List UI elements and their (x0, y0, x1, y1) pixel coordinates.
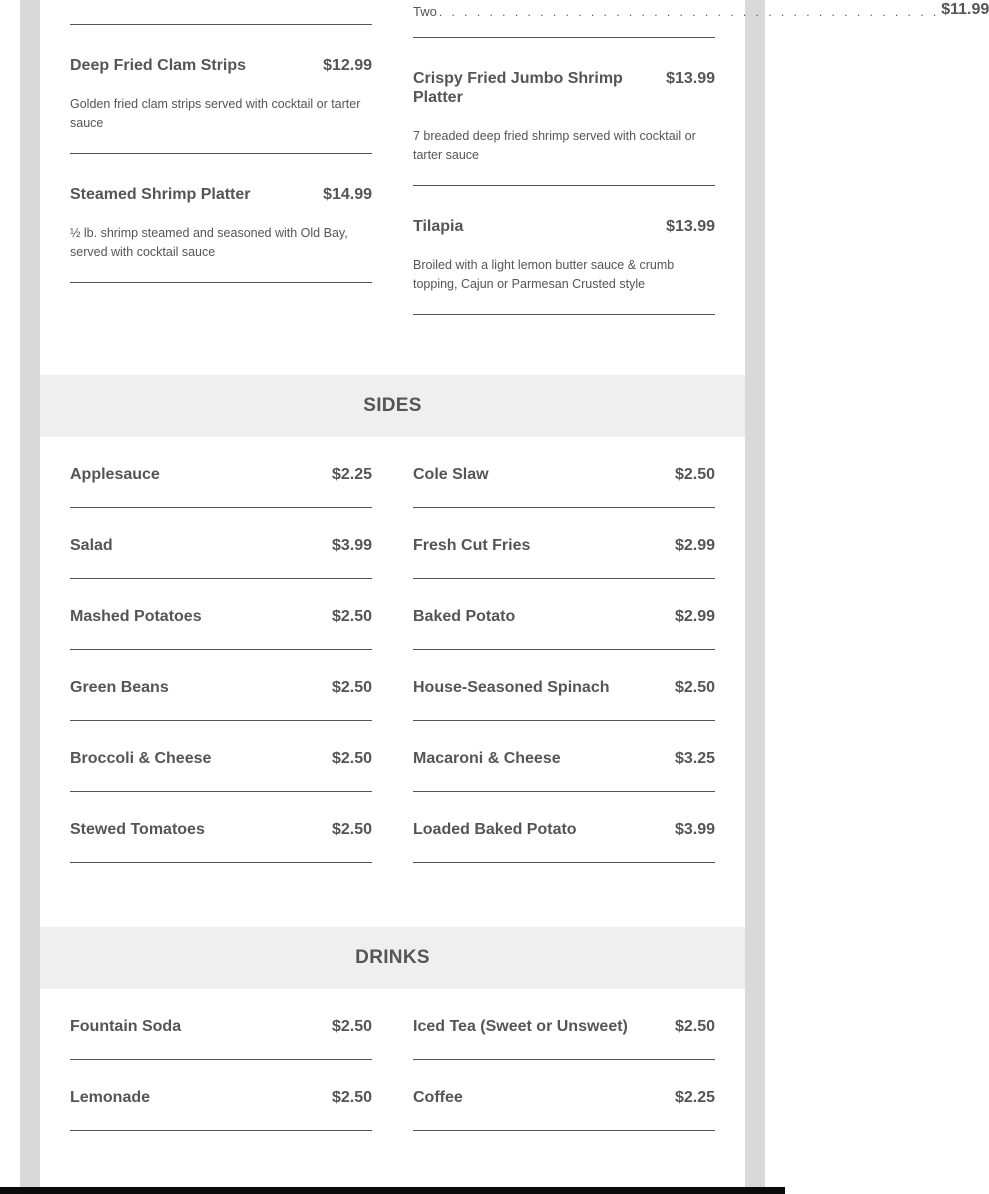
item-name: Deep Fried Clam Strips (70, 57, 247, 74)
dot-leader: . . . . . . . . . . . . . . . . . . . . . . . . . . . . . . . . . . . . . . . . (438, 5, 940, 19)
menu-item (70, 607, 372, 650)
menu-item (413, 465, 715, 508)
menu-item (70, 536, 372, 579)
menu-item (413, 678, 715, 721)
item-price: $13.99 (666, 70, 715, 87)
top-left-divider (70, 24, 372, 25)
item-price: $2.50 (331, 750, 372, 767)
item-name: Applesauce (70, 466, 160, 483)
item-price: $3.99 (331, 537, 372, 554)
item-name: Green Beans (70, 679, 169, 696)
item-price: $2.25 (331, 466, 372, 483)
menu-item (70, 56, 372, 154)
item-name: Cole Slaw (413, 466, 489, 483)
menu-item (413, 607, 715, 650)
item-price: $2.50 (331, 1018, 372, 1035)
menu-item (413, 536, 715, 579)
item-name: Baked Potato (413, 608, 516, 625)
item-name: Fountain Soda (70, 1018, 182, 1035)
item-name: Fresh Cut Fries (413, 537, 531, 554)
item-price: $2.99 (674, 537, 715, 554)
menu-item (413, 749, 715, 792)
item-price: $2.50 (331, 821, 372, 838)
item-name: Lemonade (70, 1089, 151, 1106)
item-name: Macaroni & Cheese (413, 750, 561, 767)
menu-item (70, 1088, 372, 1131)
item-price: $2.50 (331, 608, 372, 625)
item-price: $2.50 (331, 1089, 372, 1106)
top-right-partial-item (413, 0, 989, 19)
item-name: Loaded Baked Potato (413, 821, 577, 838)
drinks-header (40, 927, 745, 989)
item-description: Golden fried clam strips served with cocktail or tarter sauce (70, 97, 361, 130)
menu-item (413, 69, 715, 186)
item-price: $14.99 (323, 186, 372, 203)
menu-item (70, 749, 372, 792)
section-title: SIDES (363, 395, 422, 416)
top-right-partial-name: Two (413, 4, 437, 19)
menu-item (413, 1017, 715, 1060)
item-price: $3.25 (674, 750, 715, 767)
menu-item (70, 678, 372, 721)
menu-item (70, 465, 372, 508)
item-price: $2.99 (674, 608, 715, 625)
item-name: Coffee (413, 1089, 463, 1106)
top-right-partial-price: $11.99 (941, 1, 989, 18)
menu-item (70, 820, 372, 863)
menu-item (413, 217, 715, 315)
item-name: Stewed Tomatoes (70, 821, 205, 838)
section-title: DRINKS (355, 947, 430, 968)
item-name: Salad (70, 537, 113, 554)
item-price: $12.99 (323, 57, 372, 74)
item-price: $2.50 (331, 679, 372, 696)
sides-header (40, 375, 745, 437)
top-right-divider (413, 37, 715, 38)
item-name: Crispy Fried Jumbo Shrimp Platter (413, 70, 623, 106)
item-price: $2.50 (674, 679, 715, 696)
bottom-bar (0, 1187, 785, 1194)
item-name: Steamed Shrimp Platter (70, 186, 251, 203)
item-description: 7 breaded deep fried shrimp served with cocktail or tarter sauce (413, 129, 696, 162)
menu-item (413, 820, 715, 863)
item-price: $2.25 (674, 1089, 715, 1106)
item-name: Iced Tea (Sweet or Unsweet) (413, 1018, 628, 1035)
item-name: Tilapia (413, 218, 464, 235)
item-name: Mashed Potatoes (70, 608, 202, 625)
menu-item (413, 1088, 715, 1131)
item-description: Broiled with a light lemon butter sauce & crumb topping, Cajun or Parmesan Crusted style (413, 258, 675, 291)
menu-item (70, 185, 372, 283)
item-name: House-Seasoned Spinach (413, 679, 610, 696)
menu-item (70, 1017, 372, 1060)
item-price: $13.99 (666, 218, 715, 235)
item-description: ½ lb. shrimp steamed and seasoned with Old Bay, served with cocktail sauce (70, 226, 348, 259)
item-price: $2.50 (674, 466, 715, 483)
item-price: $2.50 (674, 1018, 715, 1035)
item-price: $3.99 (674, 821, 715, 838)
item-name: Broccoli & Cheese (70, 750, 212, 767)
